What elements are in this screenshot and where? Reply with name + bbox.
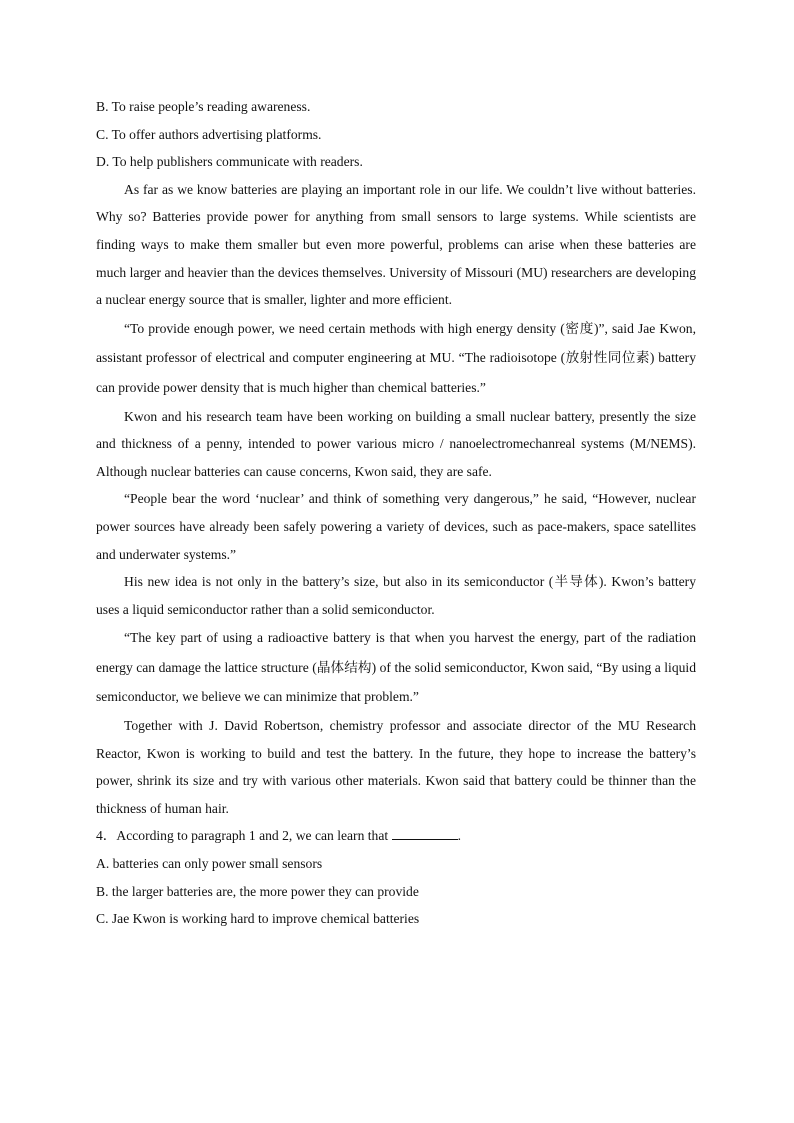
option-letter: B. — [96, 883, 109, 899]
option-d-prev — [96, 148, 696, 176]
option-c-prev — [96, 121, 696, 149]
option-letter: B. — [96, 99, 109, 114]
option-text: batteries can only power small sensors — [112, 856, 323, 872]
question-number: 4． — [96, 828, 117, 844]
passage-paragraph-6: “The key part of using a radioactive battery is that when you harvest the energy, part of the radiation energy can damage the lattice structure (晶体结构) of the solid semiconductor, Kwon said, “By using a liquid semiconductor, we believe we can minimize that problem.” — [96, 630, 696, 705]
option-b — [96, 878, 696, 906]
passage-paragraph-4: “People bear the word ‘nuclear’ and think of something very dangerous,” he said, “However, nuclear power sources have already been safely powering a variety of devices, such as pace-makers, space satellites and underwater systems.” — [96, 491, 696, 562]
option-letter: A. — [96, 856, 110, 872]
option-letter: D. — [96, 154, 110, 170]
passage-paragraph-5: His new idea is not only in the battery’s size, but also in its semiconductor (半导体). Kwon’s battery uses a liquid semiconductor rather than a solid semiconductor. — [96, 574, 696, 617]
answer-blank — [392, 825, 458, 840]
passage-paragraph-1: As far as we know batteries are playing an important role in our life. We couldn’t live without batteries. Why so? Batteries provide power for anything from small sensors to large systems. While scientists are finding ways to make them smaller but even more powerful, problems can arise when these batteries are much larger and heavier than the devices themselves. University of Missouri (MU) researchers are developing a nuclear energy source that is smaller, lighter and more efficient. — [96, 181, 696, 308]
option-a — [96, 850, 696, 878]
passage-paragraph-3: Kwon and his research team have been working on building a small nuclear battery, presently the size and thickness of a penny, intended to power various micro / nanoelectromechanreal systems (M/NEMS). Although nuclear batteries can cause concerns, Kwon said, they are safe. — [96, 408, 696, 479]
option-letter: C. — [96, 911, 109, 927]
passage-paragraph-2: “To provide enough power, we need certain methods with high energy density (密度)”, said Jae Kwon, assistant professor of electrical and computer engineering at MU. “The radioisotope (放射性同位素) battery can provide power density that is much higher than chemical batteries.” — [96, 320, 696, 395]
question-end-punct: . — [457, 828, 461, 844]
option-text: To offer authors advertising platforms. — [111, 126, 322, 142]
option-letter: C. — [96, 126, 109, 142]
passage-paragraph-7: Together with J. David Robertson, chemistry professor and associate director of the MU Research Reactor, Kwon is working to build and test the battery. In the future, they hope to increase the battery’s power, shrink its size and try with various other materials. Kwon said that battery could be thinner than the thickness of human hair. — [96, 718, 696, 816]
option-b-prev — [96, 93, 696, 121]
option-c — [96, 905, 696, 933]
document-page — [96, 93, 696, 933]
option-text: To raise people’s reading awareness. — [111, 99, 311, 114]
option-text: the larger batteries are, the more power they can provide — [111, 883, 419, 899]
question-stem: According to paragraph 1 and 2, we can learn that — [116, 828, 392, 844]
question-4 — [96, 822, 696, 850]
option-text: To help publishers communicate with readers. — [112, 154, 363, 170]
option-text: Jae Kwon is working hard to improve chemical batteries — [111, 911, 420, 927]
